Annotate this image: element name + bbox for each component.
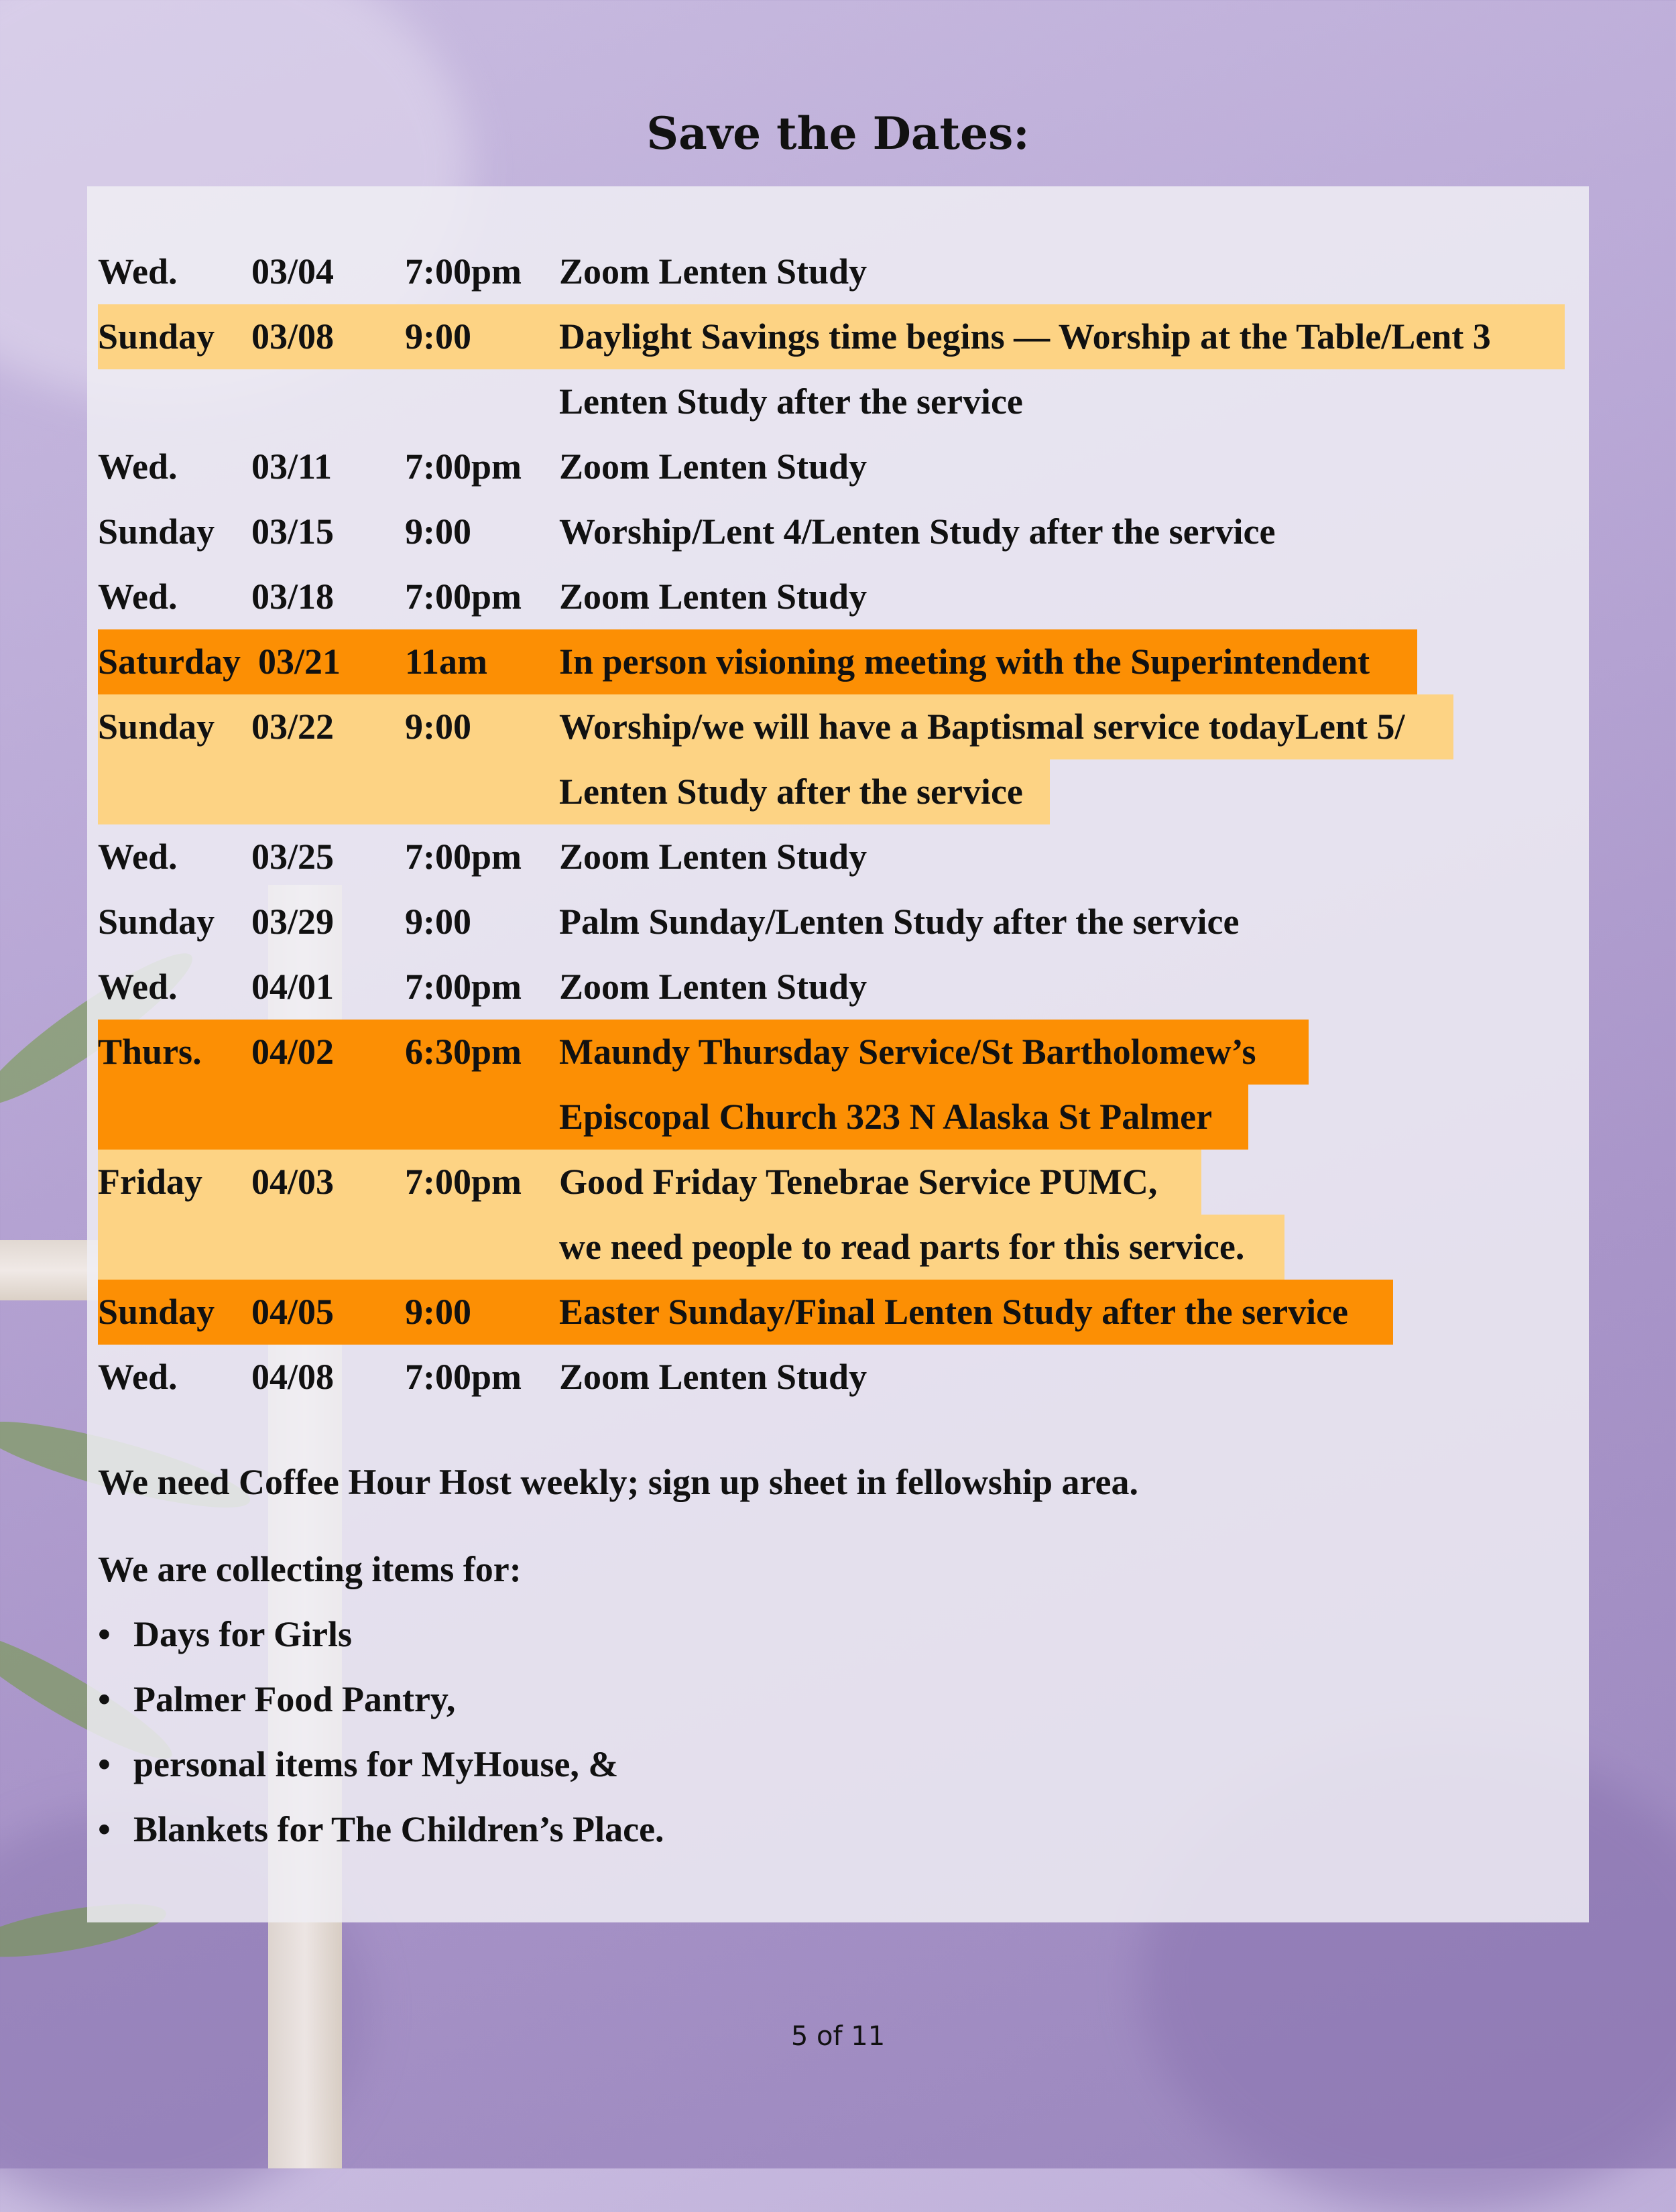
schedule-day: Sunday: [98, 316, 215, 357]
page-number: 5 of 11: [790, 2021, 886, 2052]
bullet-icon: •: [98, 1809, 111, 1849]
schedule-date: 03/18: [251, 576, 335, 617]
schedule-day: Friday: [98, 1162, 202, 1202]
bullet-icon: •: [98, 1614, 111, 1654]
list-item-text: Blankets for The Children’s Place.: [133, 1809, 664, 1849]
schedule-day: Thurs.: [98, 1032, 202, 1072]
collecting-heading: We are collecting items for:: [98, 1549, 522, 1589]
schedule-time: 7:00pm: [405, 1162, 522, 1202]
schedule-day: Wed.: [98, 967, 178, 1007]
schedule-time: 6:30pm: [405, 1032, 522, 1072]
schedule-day: Sunday: [98, 1292, 215, 1332]
schedule-row: [98, 304, 1565, 369]
schedule-event: Zoom Lenten Study: [559, 837, 867, 877]
page-title: Save the Dates:: [646, 107, 1030, 160]
schedule-time: 9:00: [405, 902, 471, 942]
schedule-event: Zoom Lenten Study: [559, 251, 867, 292]
schedule-date: 04/03: [251, 1162, 335, 1202]
schedule-event: we need people to read parts for this service.: [559, 1227, 1245, 1267]
schedule-time: 9:00: [405, 1292, 471, 1332]
schedule-time: 7:00pm: [405, 251, 522, 292]
schedule-row: [98, 1215, 1284, 1280]
schedule-event: Zoom Lenten Study: [559, 1357, 867, 1397]
bullet-icon: •: [98, 1744, 111, 1784]
schedule-row: [98, 1085, 1248, 1150]
schedule-day: Saturday: [98, 641, 241, 682]
schedule-time: 9:00: [405, 511, 471, 552]
schedule-time: 7:00pm: [405, 576, 522, 617]
schedule-event: Lenten Study after the service: [559, 772, 1023, 812]
schedule-day: Wed.: [98, 251, 178, 292]
schedule-event: Episcopal Church 323 N Alaska St Palmer: [559, 1097, 1213, 1137]
schedule-event: In person visioning meeting with the Superintendent: [559, 641, 1370, 682]
schedule-date: 03/04: [251, 251, 335, 292]
schedule-event: Lenten Study after the service: [559, 381, 1023, 422]
schedule-date: 04/01: [251, 967, 335, 1007]
schedule-date: 03/22: [251, 706, 335, 747]
schedule-date: 03/25: [251, 837, 335, 877]
schedule-day: Wed.: [98, 1357, 178, 1397]
schedule-time: 9:00: [405, 316, 471, 357]
schedule-day: Sunday: [98, 706, 215, 747]
schedule-day: Wed.: [98, 576, 178, 617]
schedule-event: Zoom Lenten Study: [559, 967, 867, 1007]
schedule-date: 03/29: [251, 902, 335, 942]
schedule-date: 04/05: [251, 1292, 335, 1332]
schedule-event: Easter Sunday/Final Lenten Study after the service: [559, 1292, 1349, 1332]
schedule-day: Wed.: [98, 837, 178, 877]
schedule-time: 7:00pm: [405, 837, 522, 877]
schedule-date: 03/15: [251, 511, 335, 552]
schedule-row: [98, 629, 1417, 694]
bullet-icon: •: [98, 1679, 111, 1719]
list-item-text: personal items for MyHouse, &: [133, 1744, 619, 1784]
schedule-event: Good Friday Tenebrae Service PUMC,: [559, 1162, 1158, 1202]
schedule-event: Maundy Thursday Service/St Bartholomew’s: [559, 1032, 1256, 1072]
schedule-time: 11am: [405, 641, 488, 682]
schedule-event: Worship/Lent 4/Lenten Study after the service: [559, 511, 1276, 552]
schedule-event: Zoom Lenten Study: [559, 446, 867, 487]
schedule-event: Worship/we will have a Baptismal service todayLent 5/: [559, 706, 1405, 747]
schedule-row: [98, 694, 1453, 759]
schedule-day: Sunday: [98, 902, 215, 942]
schedule-day: Sunday: [98, 511, 215, 552]
schedule-date: 03/11: [251, 446, 333, 487]
schedule-time: 9:00: [405, 706, 471, 747]
coffee-hour-note: We need Coffee Hour Host weekly; sign up sheet in fellowship area.: [98, 1462, 1138, 1502]
schedule-row: [98, 1280, 1393, 1345]
schedule-date: 03/08: [251, 316, 335, 357]
schedule-day: Wed.: [98, 446, 178, 487]
schedule-row: [98, 759, 1050, 824]
schedule-event: Palm Sunday/Lenten Study after the service: [559, 902, 1240, 942]
list-item-text: Days for Girls: [133, 1614, 352, 1654]
schedule-date: 04/08: [251, 1357, 335, 1397]
schedule-event: Zoom Lenten Study: [559, 576, 867, 617]
schedule-row: [98, 1020, 1309, 1085]
schedule-event: Daylight Savings time begins — Worship at the Table/Lent 3: [559, 316, 1491, 357]
schedule-time: 7:00pm: [405, 967, 522, 1007]
schedule-date: 03/21: [258, 641, 341, 682]
schedule-date: 04/02: [251, 1032, 335, 1072]
schedule-row: [98, 1150, 1201, 1215]
schedule-time: 7:00pm: [405, 1357, 522, 1397]
list-item-text: Palmer Food Pantry,: [133, 1679, 456, 1719]
schedule-time: 7:00pm: [405, 446, 522, 487]
